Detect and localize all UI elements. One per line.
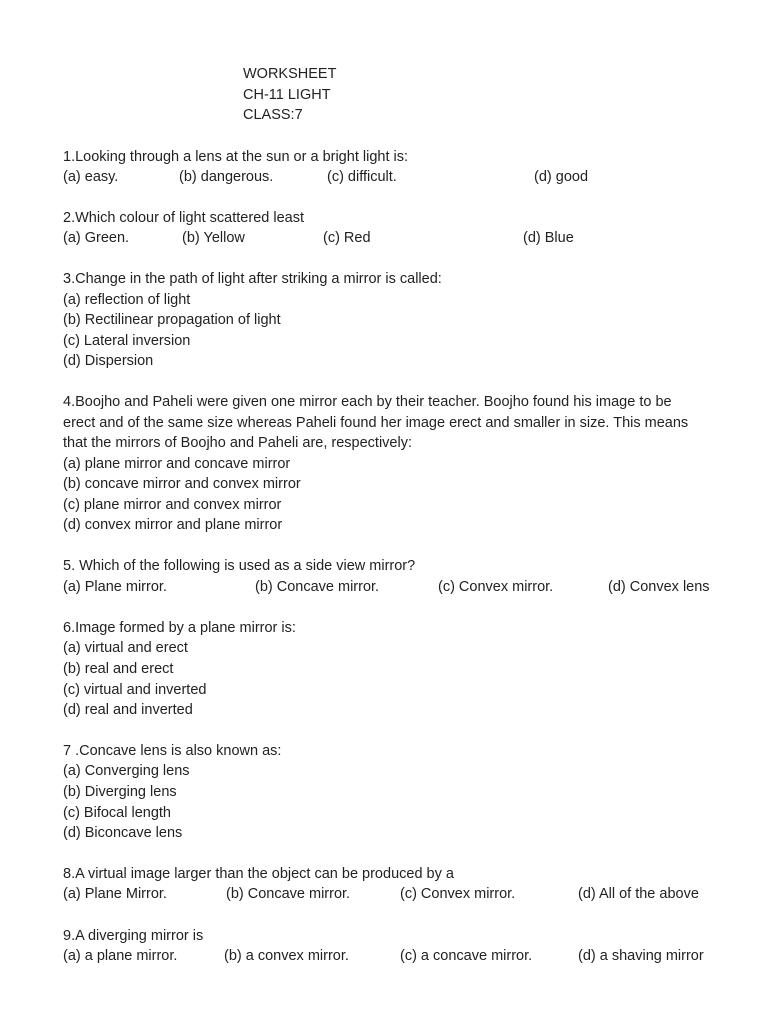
option-c: (c) Lateral inversion — [63, 333, 191, 349]
option-b: (b) real and erect — [63, 661, 174, 677]
option-c: (c) Convex mirror. — [438, 579, 554, 595]
option-b: (b) dangerous. — [179, 169, 274, 185]
option-a: (a) easy. — [63, 169, 119, 185]
option-d: (d) good — [534, 169, 589, 185]
option-c: (c) plane mirror and convex mirror — [63, 497, 282, 513]
option-a: (a) Plane Mirror. — [63, 886, 167, 902]
option-a: (a) plane mirror and concave mirror — [63, 456, 291, 472]
option-b: (b) a convex mirror. — [224, 948, 349, 964]
class-label: CLASS:7 — [243, 107, 303, 123]
option-c: (c) a concave mirror. — [400, 948, 533, 964]
option-d: (d) Dispersion — [63, 353, 154, 369]
question-stem: 9.A diverging mirror is — [63, 928, 204, 944]
option-b: (b) concave mirror and convex mirror — [63, 476, 301, 492]
question-stem: 8.A virtual image larger than the object can be produced by a — [63, 866, 454, 882]
option-b: (b) Concave mirror. — [226, 886, 351, 902]
option-c: (c) Red — [323, 230, 371, 246]
question-stem: 3.Change in the path of light after striking a mirror is called: — [63, 271, 442, 287]
option-b: (b) Diverging lens — [63, 784, 177, 800]
option-d: (d) Blue — [523, 230, 574, 246]
option-c: (c) Convex mirror. — [400, 886, 516, 902]
option-c: (c) difficult. — [327, 169, 397, 185]
option-a: (a) Plane mirror. — [63, 579, 167, 595]
option-a: (a) a plane mirror. — [63, 948, 178, 964]
option-b: (b) Concave mirror. — [255, 579, 380, 595]
option-c: (c) virtual and inverted — [63, 682, 207, 698]
question-stem: 4.Boojho and Paheli were given one mirror each by their teacher. Boojho found his image to be — [63, 394, 672, 410]
chapter-label: CH-11 LIGHT — [243, 87, 331, 103]
question-stem: that the mirrors of Boojho and Paheli are, respectively: — [63, 435, 412, 451]
option-b: (b) Yellow — [182, 230, 245, 246]
option-a: (a) virtual and erect — [63, 640, 188, 656]
question-stem: 5. Which of the following is used as a side view mirror? — [63, 558, 416, 574]
option-a: (a) reflection of light — [63, 292, 191, 308]
option-d: (d) a shaving mirror — [578, 948, 704, 964]
option-a: (a) Green. — [63, 230, 130, 246]
question-stem: 7 .Concave lens is also known as: — [63, 743, 282, 759]
option-a: (a) Converging lens — [63, 763, 190, 779]
worksheet-title: WORKSHEET — [243, 66, 337, 82]
question-stem: 6.Image formed by a plane mirror is: — [63, 620, 296, 636]
option-d: (d) Biconcave lens — [63, 825, 183, 841]
question-stem: 2.Which colour of light scattered least — [63, 210, 304, 226]
option-b: (b) Rectilinear propagation of light — [63, 312, 281, 328]
option-d: (d) real and inverted — [63, 702, 193, 718]
option-c: (c) Bifocal length — [63, 805, 171, 821]
question-stem: erect and of the same size whereas Paheli found her image erect and smaller in size. This means — [63, 415, 689, 431]
question-stem: 1.Looking through a lens at the sun or a bright light is: — [63, 149, 408, 165]
option-d: (d) All of the above — [578, 886, 699, 902]
option-d: (d) Convex lens — [608, 579, 710, 595]
option-d: (d) convex mirror and plane mirror — [63, 517, 283, 533]
